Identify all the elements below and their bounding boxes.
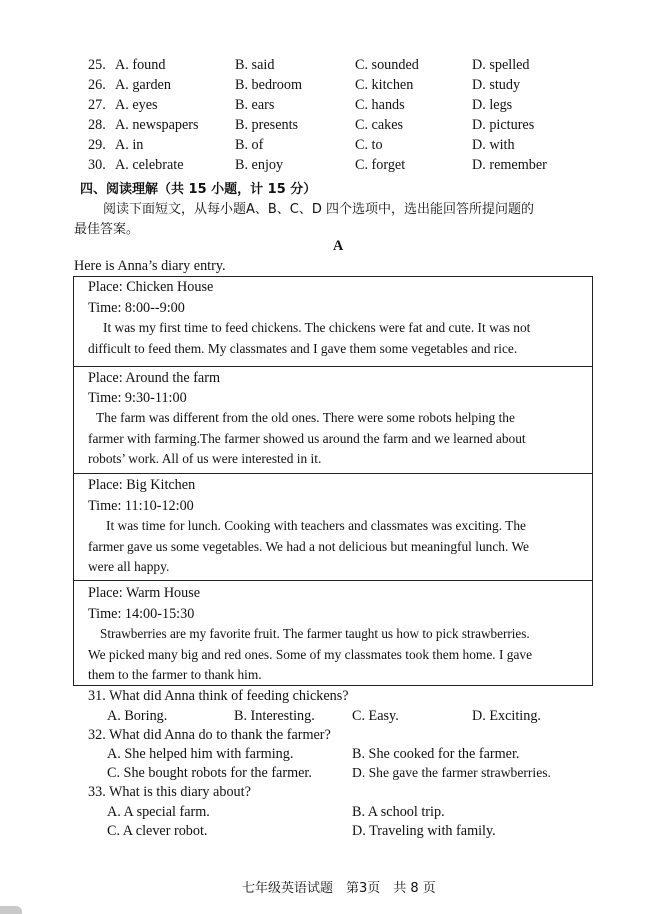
option-b: B. of — [235, 137, 264, 153]
item-number: 25. — [88, 57, 106, 73]
option-d: D. spelled — [472, 57, 530, 73]
instruction-line-2: 最佳答案。 — [74, 222, 140, 237]
option-d: D. with — [472, 137, 515, 153]
diary-entry — [73, 366, 593, 474]
question-text: 33. What is this diary about? — [88, 784, 251, 800]
option-c: C. kitchen — [355, 77, 414, 93]
option-b: B. said — [235, 57, 275, 73]
answer-option-d: D. Traveling with family. — [352, 823, 496, 839]
page-footer: 七年级英语试题 第3页 共 8 页 — [242, 881, 436, 896]
answer-option-a: A. A special farm. — [107, 804, 210, 820]
answer-option-b: B. She cooked for the farmer. — [352, 746, 520, 762]
item-number: 28. — [88, 117, 106, 133]
option-d: D. remember — [472, 157, 547, 173]
option-b: B. ears — [235, 97, 275, 113]
scan-artifact — [0, 906, 22, 914]
item-number: 30. — [88, 157, 106, 173]
entry-text-line: were all happy. — [88, 559, 170, 574]
option-b: B. presents — [235, 117, 299, 133]
option-a: A. newspapers — [115, 117, 199, 133]
answer-option-a: A. Boring. — [107, 708, 168, 724]
answer-option-d: D. Exciting. — [472, 708, 541, 724]
option-a: A. celebrate — [115, 157, 184, 173]
option-b: B. enjoy — [235, 157, 284, 173]
option-c: C. cakes — [355, 117, 404, 133]
diary-entry — [73, 276, 593, 367]
entry-time: Time: 9:30-11:00 — [88, 390, 187, 406]
option-d: D. legs — [472, 97, 513, 113]
entry-text-line: difficult to feed them. My classmates and I gave them some vegetables and rice. — [88, 341, 518, 356]
option-c: C. sounded — [355, 57, 419, 73]
option-a: A. in — [115, 137, 144, 153]
entry-text-line: It was time for lunch. Cooking with teachers and classmates was exciting. The — [106, 518, 526, 533]
answer-option-c: C. Easy. — [352, 708, 399, 724]
question-text: 32. What did Anna do to thank the farmer? — [88, 727, 331, 743]
answer-option-d: D. She gave the farmer strawberries. — [352, 765, 551, 780]
entry-time: Time: 8:00--9:00 — [88, 300, 185, 316]
question-text: 31. What did Anna think of feeding chickens? — [88, 688, 349, 704]
entry-place: Place: Warm House — [88, 585, 201, 601]
item-number: 26. — [88, 77, 106, 93]
option-c: C. hands — [355, 97, 405, 113]
answer-option-b: B. A school trip. — [352, 804, 445, 820]
entry-text-line: Strawberries are my favorite fruit. The farmer taught us how to pick strawberries. — [100, 626, 530, 641]
entry-place: Place: Chicken House — [88, 279, 214, 295]
option-d: D. pictures — [472, 117, 535, 133]
section-heading: 四、阅读理解（共 15 小题，计 15 分） — [80, 182, 317, 197]
entry-text-line: It was my first time to feed chickens. The chickens were fat and cute. It was not — [103, 320, 531, 335]
entry-text-line: The farm was different from the old ones. There were some robots helping the — [96, 410, 515, 425]
item-number: 29. — [88, 137, 106, 153]
option-a: A. garden — [115, 77, 171, 93]
entry-time: Time: 11:10-12:00 — [88, 498, 194, 514]
entry-text-line: them to the farmer to thank him. — [88, 667, 262, 682]
entry-text-line: We picked many big and red ones. Some of my classmates took them home. I gave — [88, 647, 533, 662]
entry-place: Place: Big Kitchen — [88, 477, 196, 493]
instruction-line-1: 阅读下面短文，从每小题A、B、C、D 四个选项中，选出能回答所提问题的 — [103, 202, 535, 217]
diary-entry — [73, 473, 593, 581]
passage-letter: A — [333, 238, 344, 254]
option-d: D. study — [472, 77, 521, 93]
answer-option-c: C. She bought robots for the farmer. — [107, 765, 312, 781]
answer-option-a: A. She helped him with farming. — [107, 746, 294, 762]
entry-text-line: farmer with farming.The farmer showed us around the farm and we learned about — [88, 431, 526, 446]
diary-entry — [73, 580, 593, 686]
option-b: B. bedroom — [235, 77, 302, 93]
option-a: A. found — [115, 57, 166, 73]
option-c: C. to — [355, 137, 383, 153]
entry-text-line: farmer gave us some vegetables. We had a not delicious but meaningful lunch. We — [88, 539, 529, 554]
answer-option-b: B. Interesting. — [234, 708, 315, 724]
entry-time: Time: 14:00-15:30 — [88, 606, 195, 622]
entry-place: Place: Around the farm — [88, 370, 220, 386]
option-a: A. eyes — [115, 97, 158, 113]
entry-text-line: robots’ work. All of us were interested in it. — [88, 451, 322, 466]
option-c: C. forget — [355, 157, 406, 173]
item-number: 27. — [88, 97, 106, 113]
answer-option-c: C. A clever robot. — [107, 823, 208, 839]
passage-intro: Here is Anna’s diary entry. — [74, 258, 226, 274]
